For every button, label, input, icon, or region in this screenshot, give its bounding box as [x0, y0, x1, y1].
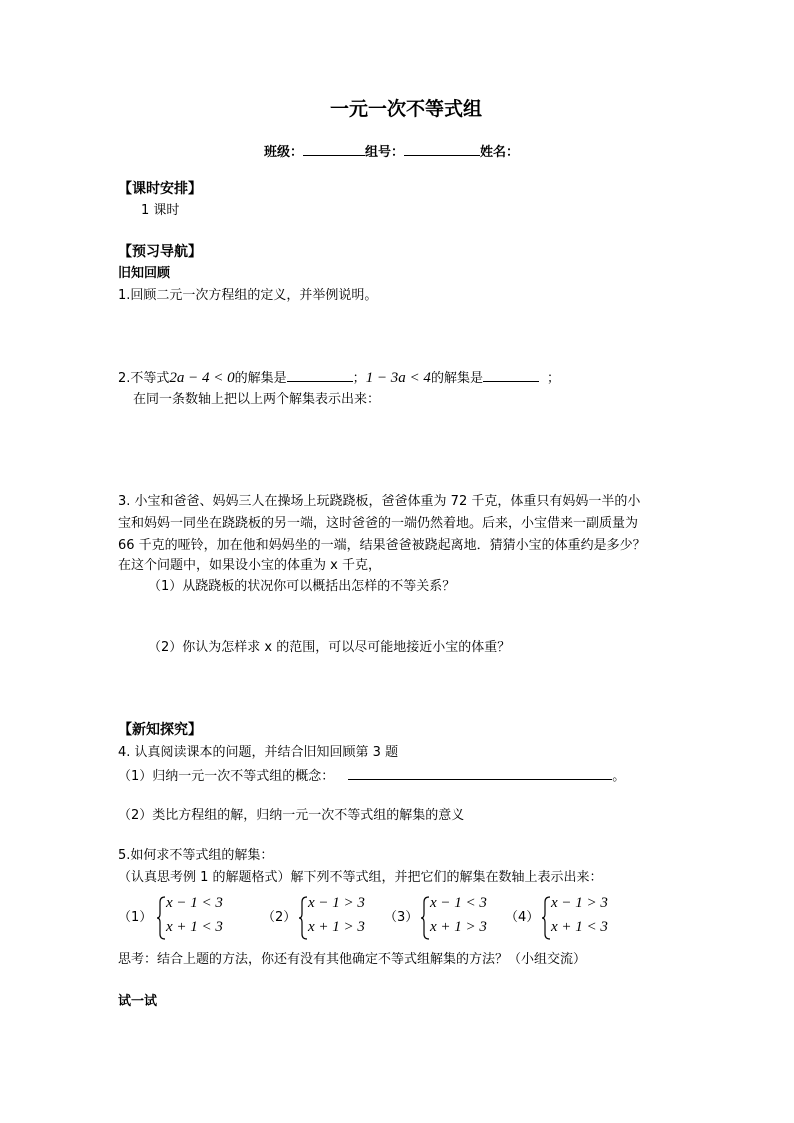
- q2-inequality-1: 2a − 4 < 0: [169, 370, 235, 386]
- system-line-2: x + 1 > 3: [308, 919, 365, 935]
- question-3-sub-1: （1）从跷跷板的状况你可以概括出怎样的不等关系？: [148, 579, 456, 594]
- question-2-line-2: 在同一条数轴上把以上两个解集表示出来：: [133, 392, 381, 407]
- q2-inequality-2: 1 − 3a < 4: [365, 370, 431, 386]
- q2-mid2: 的解集是: [430, 371, 483, 386]
- q2-mid: 的解集是: [234, 371, 287, 386]
- q2-sep: ；: [352, 371, 366, 386]
- question-5: 5.如何求不等式组的解集：: [118, 848, 274, 863]
- system-line-1: x − 1 < 3: [430, 895, 487, 911]
- question-4-sub-2: （2）类比方程组的解，归纳一元一次不等式组的解集的意义: [118, 808, 465, 823]
- class-label: 班级：: [264, 145, 304, 160]
- try-it-heading: 试一试: [118, 994, 158, 1009]
- q2-prefix: 2.不等式: [118, 371, 170, 386]
- preview-heading: 【预习导航】: [118, 244, 202, 260]
- system-line-2: x + 1 < 3: [551, 919, 608, 935]
- system-label: （4）: [505, 910, 540, 925]
- system-line-2: x + 1 < 3: [166, 919, 223, 935]
- question-3-line-4: 在这个问题中，如果设小宝的体重为 x 千克，: [118, 558, 381, 573]
- page-title: 一元一次不等式组: [330, 98, 483, 120]
- system-line-1: x − 1 > 3: [551, 895, 608, 911]
- schedule-heading: 【课时安排】: [118, 181, 202, 197]
- left-brace-icon: [420, 896, 430, 940]
- system-line-1: x − 1 < 3: [166, 895, 223, 911]
- question-3-line-2: 宝和妈妈一同坐在跷跷板的另一端，这时爸爸的一端仍然着地。后来，小宝借来一副质量为: [118, 516, 639, 531]
- q2-blank-1[interactable]: [287, 368, 353, 382]
- left-brace-icon: [298, 896, 308, 940]
- q4-sub1-end: 。: [612, 769, 626, 784]
- question-3-sub-2: （2）你认为怎样求 x 的范围，可以尽可能地接近小宝的体重？: [148, 640, 511, 655]
- group-label: 组号：: [365, 145, 405, 160]
- class-blank[interactable]: [303, 142, 365, 156]
- question-1: 1.回顾二元一次方程组的定义，并举例说明。: [118, 288, 378, 303]
- left-brace-icon: [156, 896, 166, 940]
- system-label: （3）: [384, 910, 419, 925]
- think-prompt: 思考：结合上题的方法，你还有没有其他确定不等式组解集的方法？（小组交流）: [118, 952, 587, 967]
- schedule-content: 1 课时: [141, 203, 180, 218]
- question-3-line-1: 3. 小宝和爸爸、妈妈三人在操场上玩跷跷板，爸爸体重为 72 千克，体重只有妈妈一半的小: [118, 494, 641, 509]
- system-label: （2）: [262, 910, 297, 925]
- question-3-line-3: 66 千克的哑铃，加在他和妈妈坐的一端，结果爸爸被跷起离地．猜猜小宝的体重约是多少？: [118, 538, 646, 553]
- question-4: 4. 认真阅读课本的问题，并结合旧知回顾第 3 题: [118, 745, 399, 760]
- question-4-sub-1: [118, 766, 625, 785]
- group-blank[interactable]: [404, 142, 480, 156]
- name-label: 姓名：: [480, 145, 520, 160]
- explore-heading: 【新知探究】: [118, 722, 202, 738]
- q2-end: ；: [546, 371, 560, 386]
- review-subheading: 旧知回顾: [118, 266, 171, 281]
- question-2: [118, 368, 560, 387]
- question-5-instruction: （认真思考例 1 的解题格式）解下列不等式组，并把它们的解集在数轴上表示出来：: [118, 870, 603, 885]
- system-line-1: x − 1 > 3: [308, 895, 365, 911]
- student-info-line: [264, 142, 519, 161]
- system-label: （1）: [118, 910, 153, 925]
- system-line-2: x + 1 > 3: [430, 919, 487, 935]
- q2-blank-2[interactable]: [483, 368, 539, 382]
- q4-concept-blank[interactable]: [348, 766, 612, 780]
- left-brace-icon: [541, 896, 551, 940]
- q4-sub1-text: （1）归纳一元一次不等式组的概念：: [118, 769, 335, 784]
